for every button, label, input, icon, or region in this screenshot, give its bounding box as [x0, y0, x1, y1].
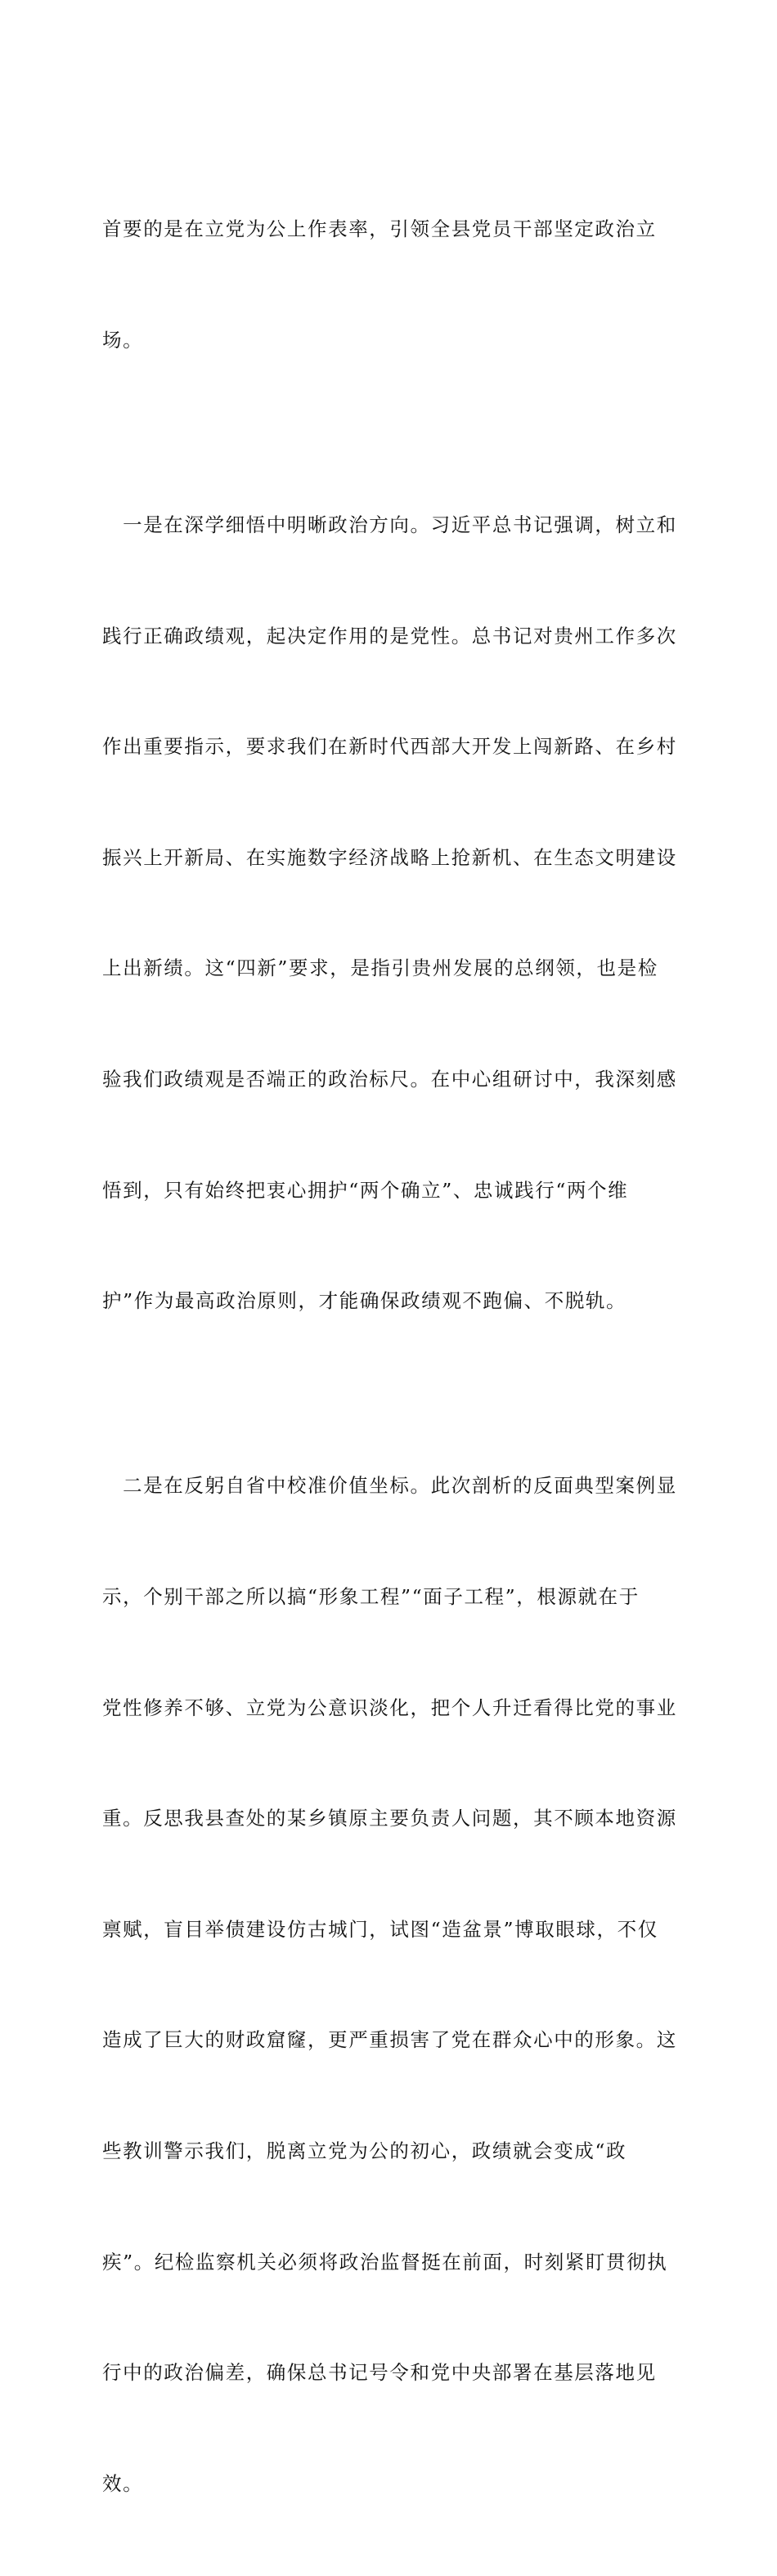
text-line: 重。反思我县查处的某乡镇原主要负责人问题，其不顾本地资源 — [102, 1807, 677, 1830]
text-line: 行中的政治偏差，确保总书记号令和党中央部署在基层落地见 — [102, 2361, 657, 2385]
text-line: 场。 — [102, 329, 144, 352]
text-line: 些教训警示我们，脱离立党为公的初心，政绩就会变成“政 — [102, 2139, 627, 2162]
text-line: 首要的是在立党为公上作表率，引领全县党员干部坚定政治立 — [102, 217, 657, 241]
text-line: 禀赋，盲目举债建设仿古城门，试图“造盆景”博取眼球，不仅 — [102, 1917, 658, 1941]
text-line: 践行正确政绩观，起决定作用的是党性。总书记对贵州工作多次 — [102, 624, 677, 647]
text-line: 示，个别干部之所以搞“形象工程”“面子工程”，根源就在于 — [102, 1584, 640, 1608]
text-line: 二是在反躬自省中校准价值坐标。此次剖析的反面典型案例显 — [102, 1474, 677, 1498]
paragraph-1 — [102, 137, 680, 433]
text-line: 党性修养不够、立党为公意识淡化，把个人升迁看得比党的事业 — [102, 1696, 677, 1719]
text-line: 作出重要指示，要求我们在新时代西部大开发上闯新路、在乡村 — [102, 735, 677, 759]
text-line: 振兴上开新局、在实施数字经济战略上抢新机、在生态文明建设 — [102, 845, 677, 869]
text-line: 一是在深学细悟中明晰政治方向。习近平总书记强调，树立和 — [102, 513, 677, 537]
text-line: 验我们政绩观是否端正的政治标尺。在中心组研讨中，我深刻感 — [102, 1068, 677, 1091]
text-line: 上出新绩。这“四新”要求，是指引贵州发展的总纲领，也是检 — [102, 956, 658, 980]
text-line: 效。 — [102, 2471, 144, 2495]
body-text — [102, 137, 680, 2576]
text-line: 造成了巨大的财政窟窿，更严重损害了党在群众心中的形象。这 — [102, 2028, 677, 2052]
paragraph-2 — [102, 433, 680, 1394]
paragraph-3 — [102, 1394, 680, 2576]
text-line: 疾”。纪检监察机关必须将政治监督挺在前面，时刻紧盯贯彻执 — [102, 2250, 668, 2274]
text-line: 护”作为最高政治原则，才能确保政绩观不跑偏、不脱轨。 — [102, 1289, 627, 1313]
text-line: 悟到，只有始终把衷心拥护“两个确立”、忠诚践行“两个维 — [102, 1178, 629, 1202]
